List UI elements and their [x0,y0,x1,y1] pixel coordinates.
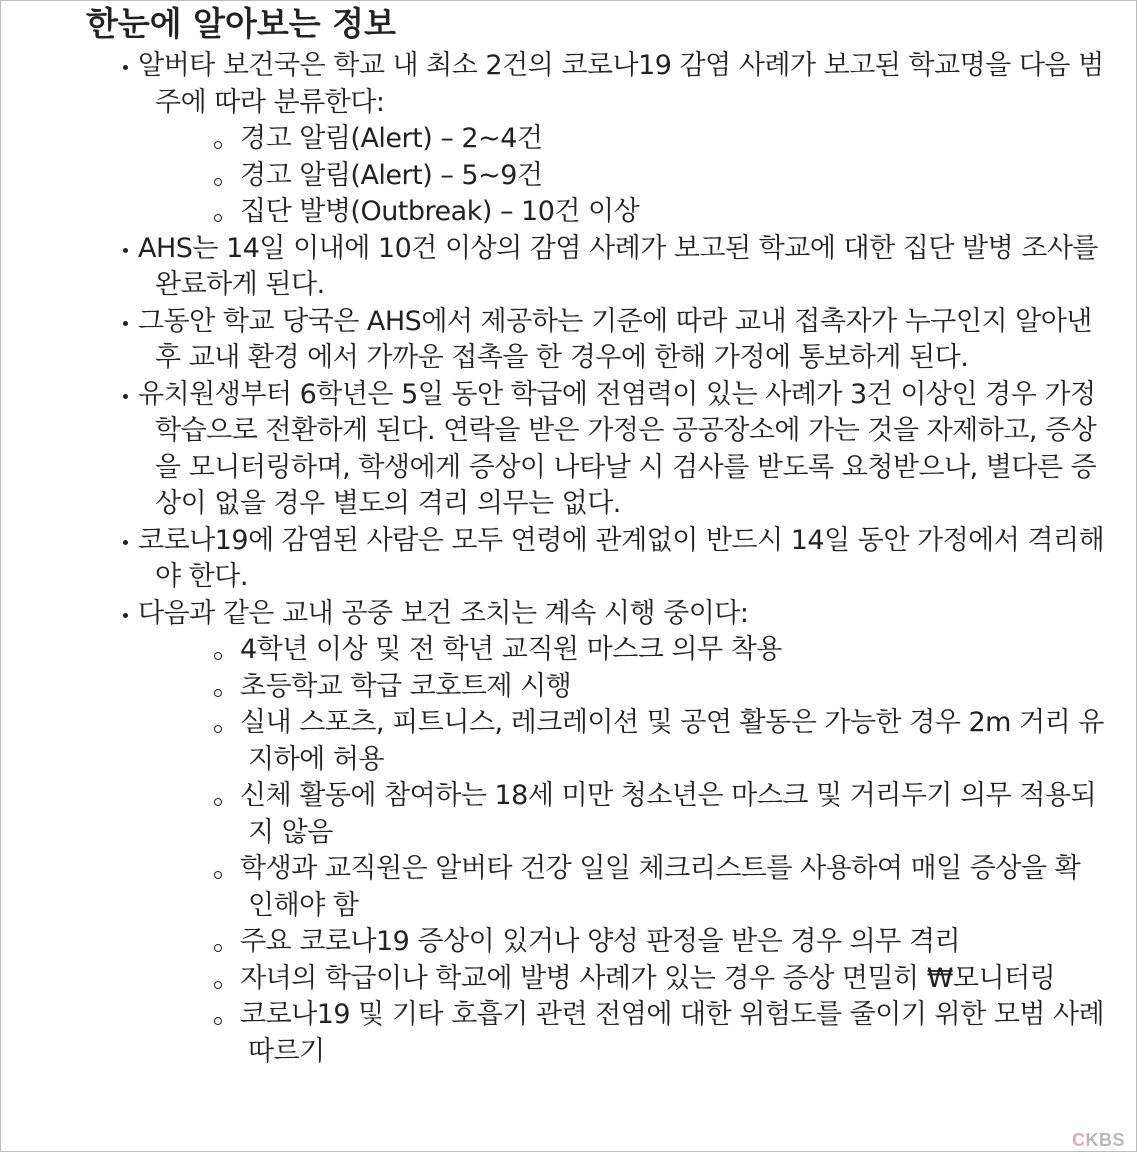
bullet-item [115,231,1105,304]
bullet-dot-icon [123,65,128,70]
sub-item [138,158,1105,195]
sub-item-text: 코로나19 및 기타 호흡기 관련 전염에 대한 위험도를 줄이기 위한 모범 사례 따르기 [240,999,1105,1067]
bullet-dot-icon [123,394,128,399]
bullet-text: 다음과 같은 교내 공중 보건 조치는 계속 시행 중이다: [138,597,749,629]
bullet-dot-icon [123,248,128,253]
sub-item [138,851,1105,924]
sub-list [138,121,1105,231]
sub-item-text: 집단 발병(Outbreak) – 10건 이상 [240,196,640,227]
bullet-dot-icon [123,613,128,618]
sub-item [138,778,1105,851]
bullet-text: 유치원생부터 6학년은 5일 동안 학급에 전염력이 있는 사례가 3건 이상인 경우 가정 학습으로 전환하게 된다. 연락을 받은 가정은 공공장소에 가는 것을 자제하고, 증상을 모니터링하며, 학생에게 증상이 나타날 시 검사를 받도록 요청받으나, 별다른 증상이 없을 경우 별도의 격리 의무는 없다. [138,378,1097,519]
hollow-circle-bullet-icon [214,725,222,733]
sub-item [138,632,1105,669]
hollow-circle-bullet-icon [214,798,222,806]
sub-item-text: 실내 스포츠, 피트니스, 레크레이션 및 공연 활동은 가능한 경우 2m 거리 유지하에 허용 [240,707,1104,775]
sub-item-text: 경고 알림(Alert) – 2~4건 [240,123,543,154]
hollow-circle-bullet-icon [214,944,222,952]
sub-item-text: 경고 알림(Alert) – 5~9건 [240,159,543,191]
bullet-dot-icon [123,321,128,326]
hollow-circle-bullet-icon [214,981,222,989]
bullet-text: 그동안 학교 당국은 AHS에서 제공하는 기준에 따라 교내 접촉자가 누구인지 알아낸 후 교내 환경 에서 가까운 접촉을 한 경우에 한해 가정에 통보하게 된다. [138,305,1092,373]
hollow-circle-bullet-icon [214,214,222,222]
bullet-item [115,596,1105,1071]
hollow-circle-bullet-icon [214,1017,222,1025]
hollow-circle-bullet-icon [214,652,222,660]
sub-item-text: 초등학교 학급 코호트제 시행 [240,670,572,702]
sub-item-text: 자녀의 학급이나 학교에 발병 사례가 있는 경우 증상 면밀히 ₩모니터링 [240,962,1056,994]
sub-item-text: 4학년 이상 및 전 학년 교직원 마스크 의무 착용 [240,634,782,665]
sub-item [138,961,1105,998]
sub-item [138,997,1105,1070]
sub-item [138,924,1105,961]
logo-prefix: C [1071,1130,1086,1150]
bullet-item [115,304,1105,377]
bullet-text: 알버타 보건국은 학교 내 최소 2건의 코로나19 감염 사례가 보고된 학교명을 다음 범주에 따라 분류한다: [138,50,1104,118]
sub-item [138,669,1105,706]
hollow-circle-bullet-icon [214,871,222,879]
bullet-dot-icon [123,540,128,545]
bullet-list [115,48,1105,1070]
hollow-circle-bullet-icon [214,178,222,186]
ckbs-logo [1072,1130,1125,1151]
logo-rest: KBS [1085,1130,1125,1150]
bullet-item [115,48,1105,231]
hollow-circle-bullet-icon [214,689,222,697]
sub-item [138,194,1105,231]
page-title: 한눈에 알아보는 정보 [86,4,396,43]
content-body [115,48,1105,1070]
sub-item [138,705,1105,778]
sub-item-text: 학생과 교직원은 알버타 건강 일일 체크리스트를 사용하여 매일 증상을 확인해야 함 [240,853,1081,921]
sub-list [138,632,1105,1070]
sub-item [138,121,1105,158]
bullet-item [115,377,1105,523]
bullet-item [115,523,1105,596]
sub-item-text: 신체 활동에 참여하는 18세 미만 청소년은 마스크 및 거리두기 의무 적용되지 않음 [240,780,1097,848]
bullet-text: 코로나19에 감염된 사람은 모두 연령에 관계없이 반드시 14일 동안 가정에서 격리해야 한다. [138,524,1105,592]
bullet-text: AHS는 14일 이내에 10건 이상의 감염 사례가 보고된 학교에 대한 집단 발병 조사를 완료하게 된다. [138,232,1098,300]
sub-item-text: 주요 코로나19 증상이 있거나 양성 판정을 받은 경우 의무 격리 [240,926,961,957]
hollow-circle-bullet-icon [214,141,222,149]
